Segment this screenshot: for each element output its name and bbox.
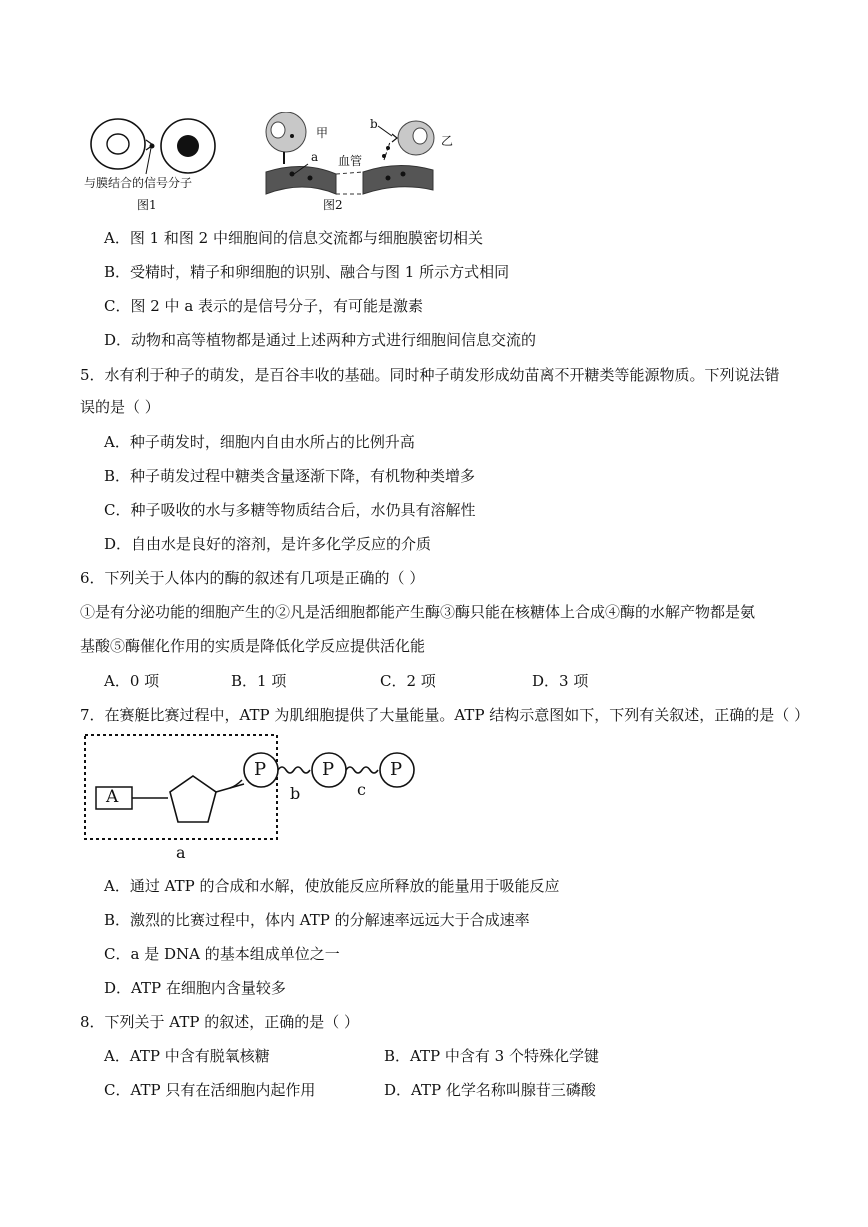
q7-stem: 7．在赛艇比赛过程中，ATP 为肌细胞提供了大量能量。ATP 结构示意图如下，下列有关叙述，正确的是（ ）: [80, 706, 810, 724]
fig1-caption: 图1: [137, 198, 157, 212]
q6-option-a: A．0 项: [104, 672, 160, 690]
q7-option-c: C．a 是 DNA 的基本组成单位之一: [104, 945, 340, 963]
fig2-signal-dot: [401, 172, 406, 177]
fig2-caption: 图2: [323, 198, 343, 212]
fig2-vessel-left: [266, 166, 336, 194]
fig2-label-vessel: 血管: [338, 154, 363, 168]
q5-option-a: A．种子萌发时，细胞内自由水所占的比例升高: [104, 433, 415, 451]
fig2-b-dashed-path: [384, 142, 390, 160]
fig1-left-nucleus: [107, 134, 129, 154]
q5-stem-line2: 误的是（ ）: [80, 398, 160, 416]
fig1-signal-dot: [150, 144, 155, 149]
q5-stem-line1: 5．水有利于种子的萌发，是百谷丰收的基础。同时种子萌发形成幼苗离不开糖类等能源物质。下列说法错: [80, 366, 780, 384]
q8-stem: 8．下列关于 ATP 的叙述，正确的是（ ）: [80, 1013, 359, 1031]
fig1-left-cell: [91, 119, 145, 169]
fig2-signal-dot: [290, 172, 295, 177]
fig2-b-receptor: [392, 134, 397, 142]
q8-option-a: A．ATP 中含有脱氧核糖: [104, 1047, 270, 1065]
fig2-vessel-right: [363, 165, 433, 194]
figure-1-cell-signal: [90, 112, 240, 207]
q7-option-a: A．通过 ATP 的合成和水解，使放能反应所释放的能量用于吸能反应: [104, 877, 560, 895]
atp-label-p1: P: [254, 759, 267, 780]
atp-label-p3: P: [390, 759, 403, 780]
q7-option-d: D．ATP 在细胞内含量较多: [104, 979, 286, 997]
q4-option-d: D．动物和高等植物都是通过上述两种方式进行细胞间信息交流的: [104, 331, 537, 349]
q5-option-d: D．自由水是良好的溶剂，是许多化学反应的介质: [104, 535, 432, 553]
atp-label-b: b: [290, 784, 301, 803]
fig2-signal-dot: [386, 176, 391, 181]
fig1-pointer-line: [146, 148, 151, 174]
q8-option-c: C．ATP 只有在活细胞内起作用: [104, 1081, 316, 1099]
q7-option-b: B．激烈的比赛过程中，体内 ATP 的分解速率远远大于合成速率: [104, 911, 530, 929]
fig1-signal-label: 与膜结合的信号分子: [84, 176, 193, 190]
fig1-right-nucleus: [177, 135, 199, 157]
q5-option-b: B．种子萌发过程中糖类含量逐渐下降，有机物种类增多: [104, 467, 476, 485]
atp-ribose-pentagon: [170, 776, 216, 822]
q6-option-d: D．3 项: [532, 672, 589, 690]
fig2-jia-nucleus: [271, 122, 285, 138]
atp-structure-diagram: [84, 730, 424, 865]
q4-option-a: A．图 1 和图 2 中细胞间的信息交流都与细胞膜密切相关: [104, 229, 483, 247]
atp-label-c: c: [357, 780, 366, 799]
atp-high-energy-bond-b: [278, 767, 310, 773]
fig2-yi-nucleus: [413, 128, 427, 144]
fig2-signal-dot: [308, 176, 313, 181]
atp-label-a: a: [176, 843, 186, 862]
fig2-jia-dot: [290, 134, 294, 138]
q6-items-line2: 基酸⑤酶催化作用的实质是降低化学反应提供活化能: [80, 637, 426, 655]
atp-label-p2: P: [322, 759, 335, 780]
atp-label-adenine: A: [106, 787, 119, 807]
q6-items-line1: ①是有分泌功能的细胞产生的②凡是活细胞都能产生酶③酶只能在核糖体上合成④酶的水解产物都是氨: [80, 603, 756, 621]
fig2-label-b: b: [370, 117, 378, 131]
fig2-label-a: a: [311, 150, 319, 164]
q8-option-d: D．ATP 化学名称叫腺苷三磷酸: [384, 1081, 596, 1099]
q6-option-b: B．1 项: [231, 672, 287, 690]
q4-option-c: C．图 2 中 a 表示的是信号分子，有可能是激素: [104, 297, 424, 315]
q6-option-c: C．2 项: [380, 672, 436, 690]
atp-high-energy-bond-c: [346, 767, 378, 773]
fig2-label-jia: 甲: [316, 126, 329, 140]
q8-option-b: B．ATP 中含有 3 个特殊化学键: [384, 1047, 599, 1065]
q4-option-b: B．受精时，精子和卵细胞的识别、融合与图 1 所示方式相同: [104, 263, 510, 281]
fig2-label-yi: 乙: [441, 134, 454, 148]
fig2-vessel-gap: [336, 172, 363, 194]
q5-option-c: C．种子吸收的水与多糖等物质结合后，水仍具有溶解性: [104, 501, 476, 519]
fig2-b-pointer: [378, 126, 392, 136]
q6-stem: 6．下列关于人体内的酶的叙述有几项是正确的（ ）: [80, 569, 425, 587]
